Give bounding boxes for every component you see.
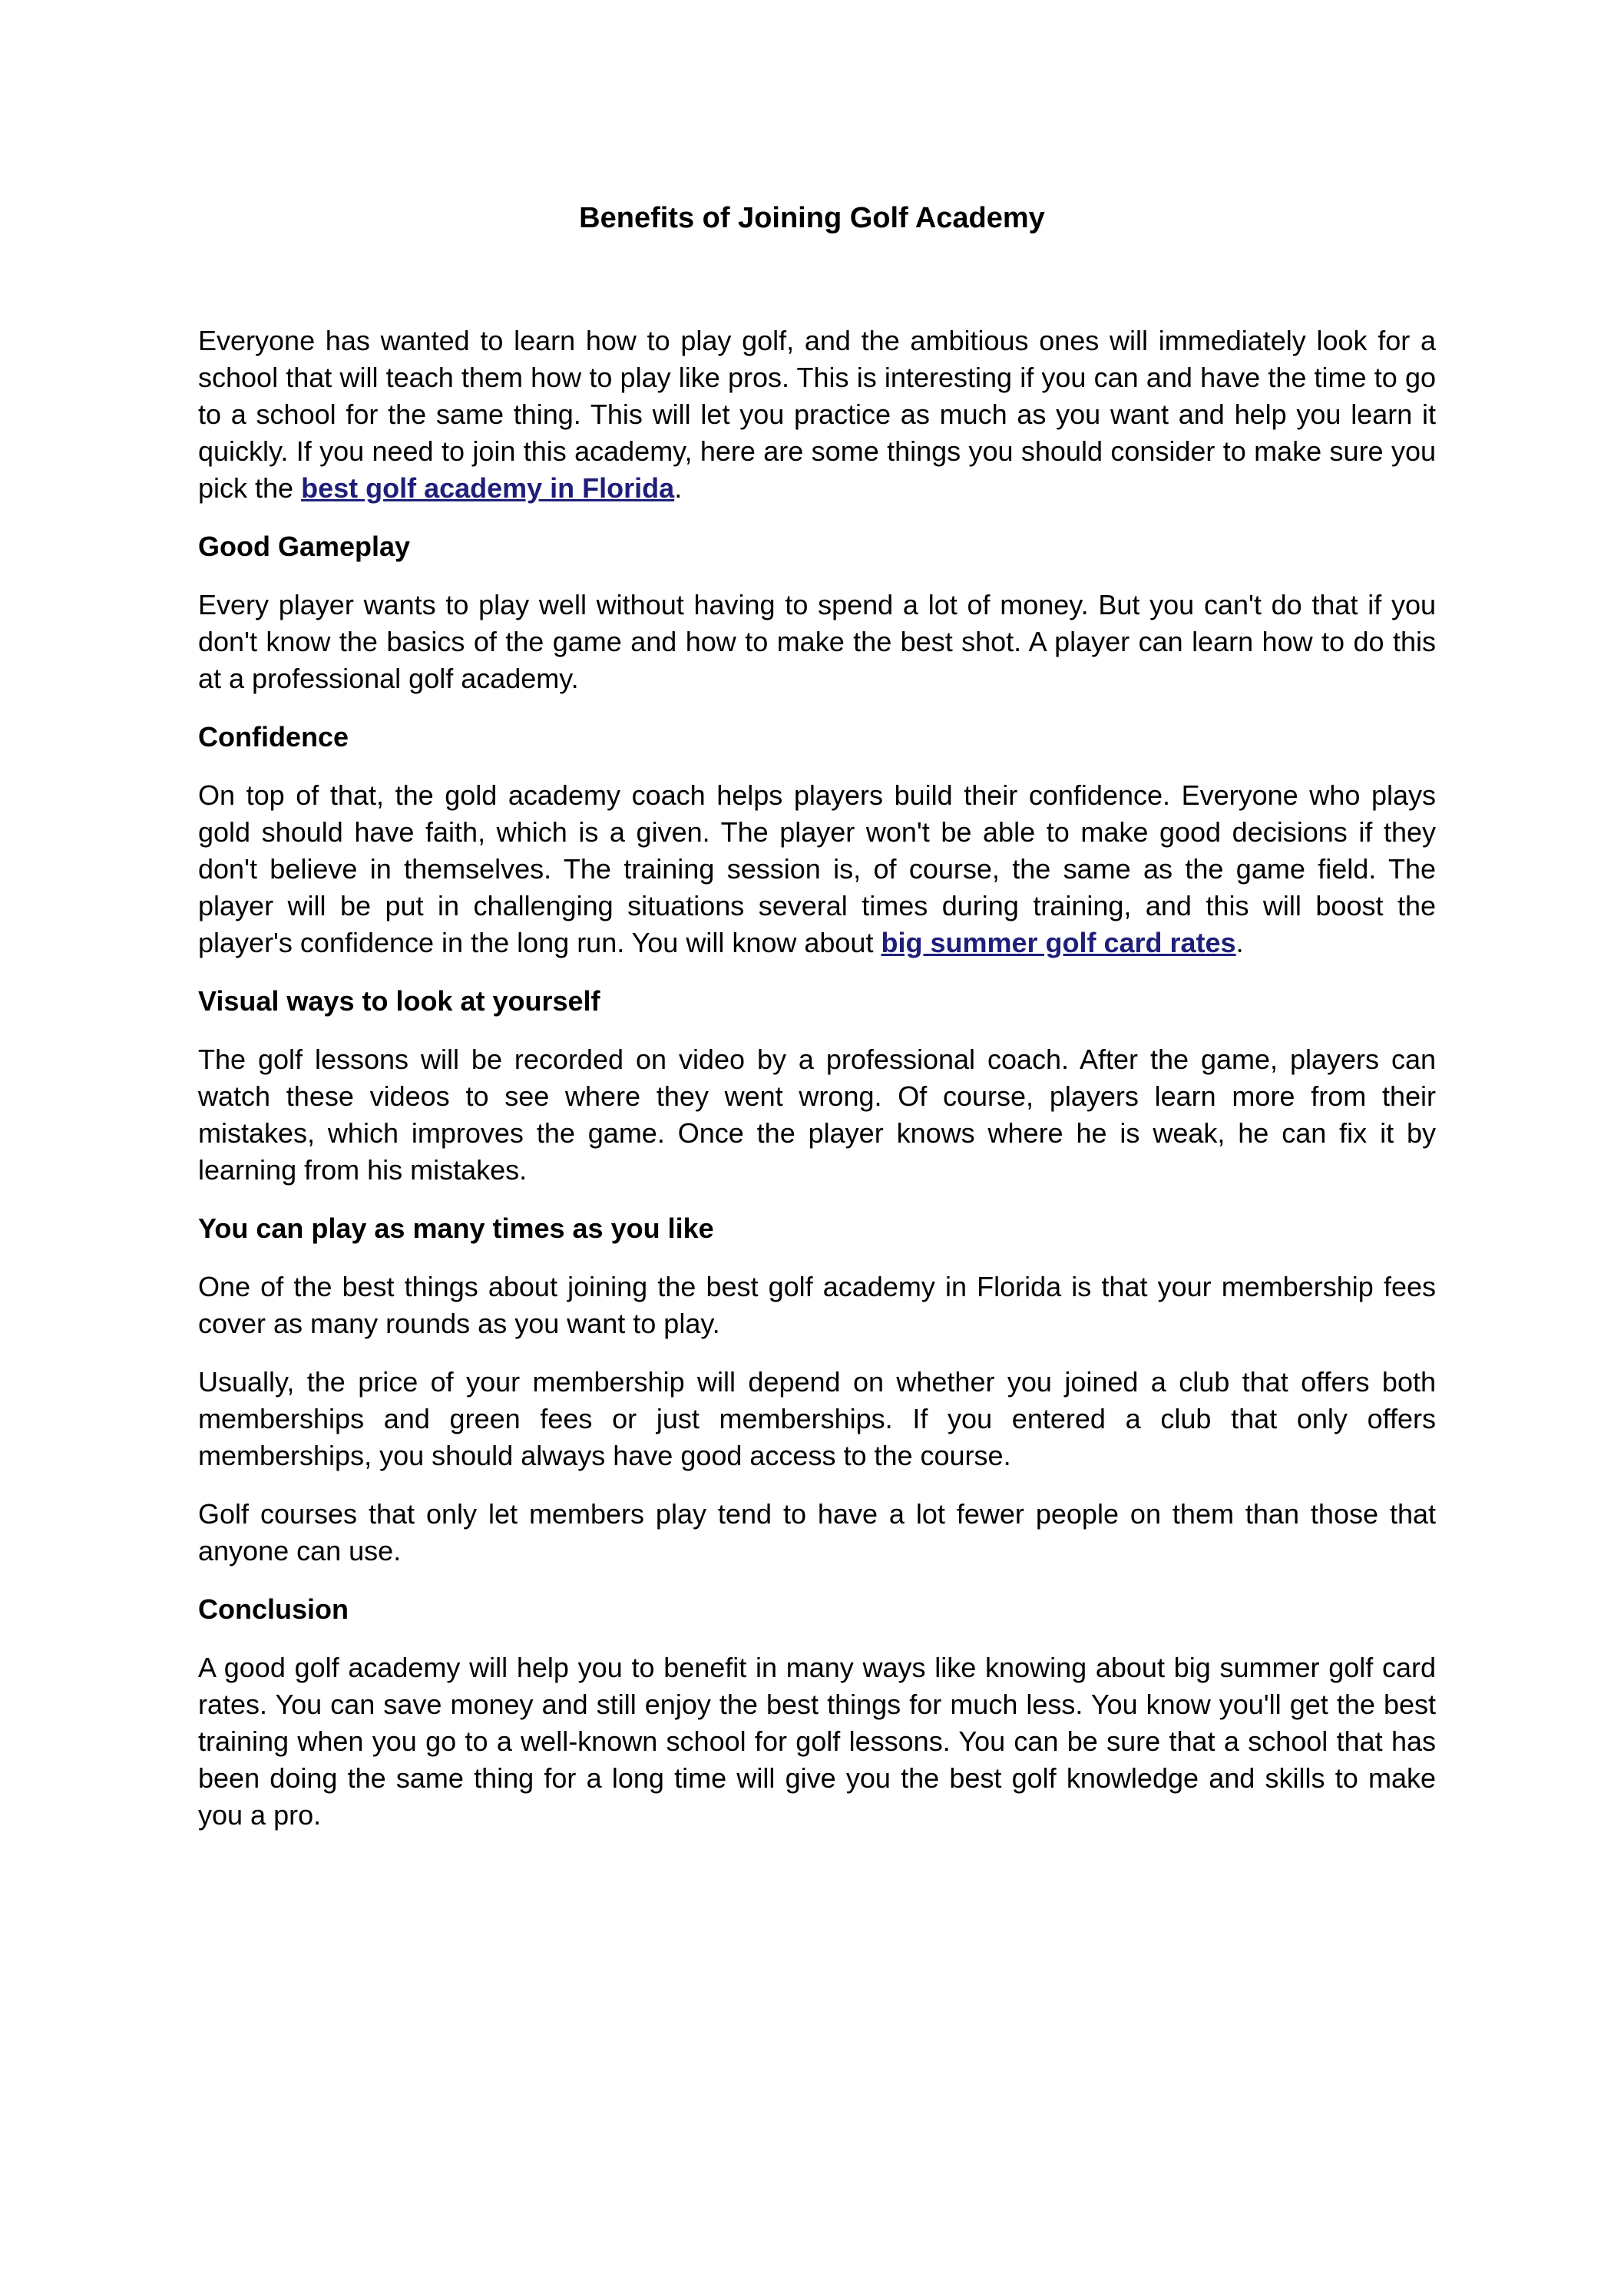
conclusion-paragraph: A good golf academy will help you to benefit in many ways like knowing about big summer golf card rates. You can save money and still enjoy the best things for much less. You know you'll get the best training when you go to a well-known school for golf lessons. You can be sure that a school that has been doing the same thing for a long time will give you the best golf knowledge and skills to make you a pro. xyxy=(198,1652,1436,1831)
gameplay-paragraph: Every player wants to play well without having to spend a lot of money. But you can't do that if you don't know the basics of the game and how to make the best shot. A player can learn how to do this at a professional golf academy. xyxy=(198,589,1436,694)
play-paragraph-2: Usually, the price of your membership will depend on whether you joined a club that offers both memberships and green fees or just memberships. If you entered a club that only offers memberships, you should always have good access to the course. xyxy=(198,1366,1436,1471)
big-summer-golf-card-rates-link[interactable]: big summer golf card rates xyxy=(881,927,1236,958)
heading-good-gameplay: Good Gameplay xyxy=(198,531,411,562)
confidence-paragraph xyxy=(198,777,1436,961)
heading-play-many-times: You can play as many times as you like xyxy=(198,1213,714,1244)
heading-visual-ways: Visual ways to look at yourself xyxy=(198,985,600,1017)
visual-paragraph: The golf lessons will be recorded on video by a professional coach. After the game, players can watch these videos to see where they went wrong. Of course, players learn more from their mistakes, which improves the game. Once the player knows where he is weak, he can fix it by learning from his mistakes. xyxy=(198,1044,1436,1186)
intro-paragraph xyxy=(198,323,1436,507)
best-golf-academy-link[interactable]: best golf academy in Florida xyxy=(301,472,675,504)
heading-confidence: Confidence xyxy=(198,721,349,753)
intro-period: . xyxy=(674,472,683,504)
heading-conclusion: Conclusion xyxy=(198,1593,349,1625)
confidence-period: . xyxy=(1235,927,1244,958)
intro-text: Everyone has wanted to learn how to play golf, and the ambitious ones will immediately look for a school that will teach them how to play like pros. This is interesting if you can and have the time to go to a school for the same thing. This will let you practice as much as you want and help you learn it quickly. If you need to join this academy, here are some things you should consider to make sure you pick the xyxy=(198,325,1436,504)
play-paragraph-1: One of the best things about joining the best golf academy in Florida is that your membership fees cover as many rounds as you want to play. xyxy=(198,1271,1436,1339)
document-body xyxy=(198,323,1436,1855)
document-title: Benefits of Joining Golf Academy xyxy=(579,202,1045,234)
play-paragraph-3: Golf courses that only let members play tend to have a lot fewer people on them than those that anyone can use. xyxy=(198,1498,1436,1567)
confidence-text: On top of that, the gold academy coach helps players build their confidence. Everyone who plays gold should have faith, which is a given. The player won't be able to make good decisions if they don't believe in themselves. The training session is, of course, the same as the game field. The player will be put in challenging situations several times during training, and this will boost the player's confidence in the long run. You will know about xyxy=(198,779,1436,958)
